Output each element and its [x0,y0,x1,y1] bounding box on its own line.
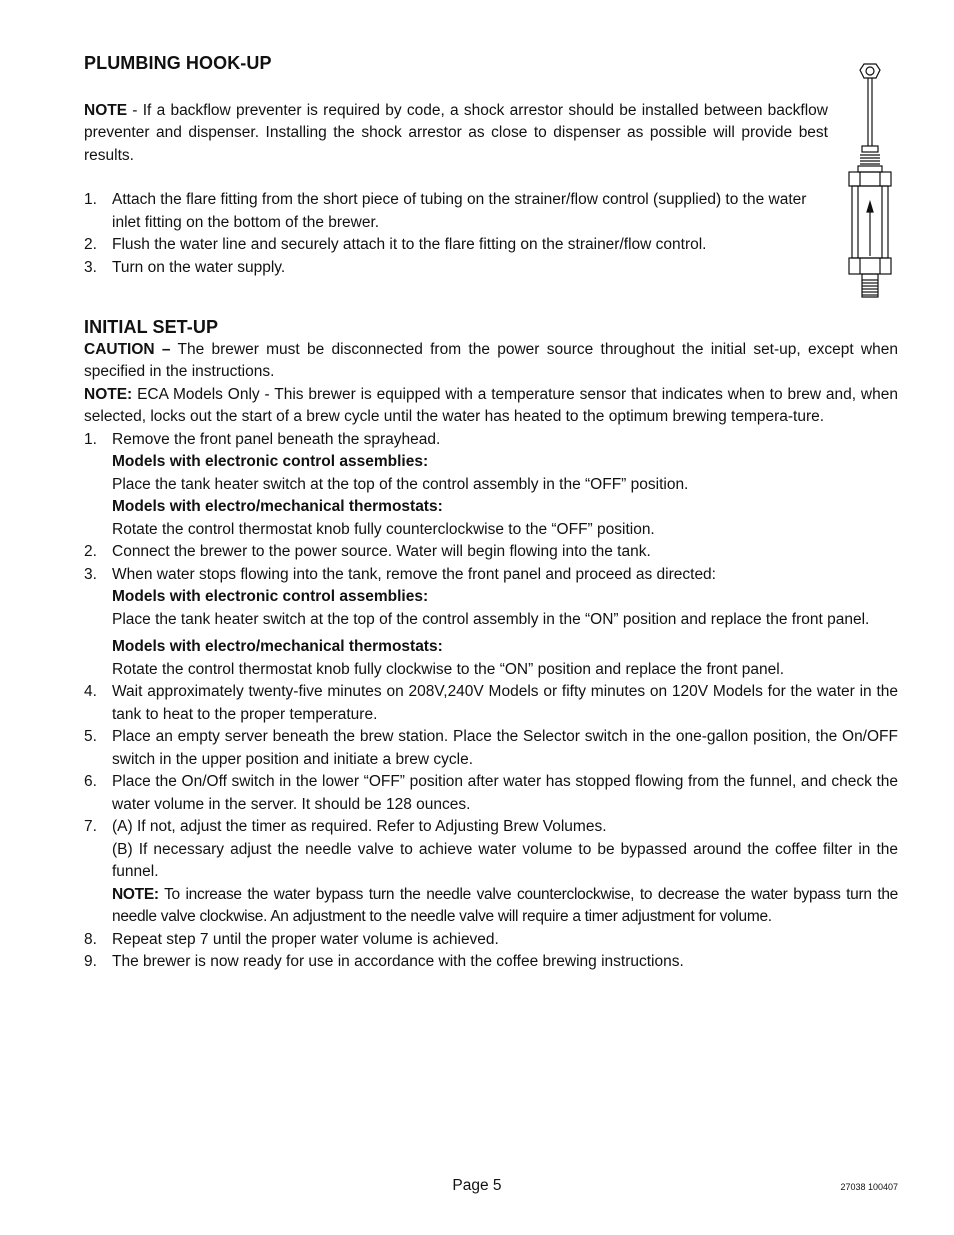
list-item [84,541,898,564]
step-text: Attach the flare fitting from the short piece of tubing on the strainer/flow control (supplied) to the water inlet fitting on the bottom of the brewer. [112,191,807,231]
document-code: 27038 100407 [840,1182,898,1192]
setup-steps [84,429,898,974]
step-text: When water stops flowing into the tank, remove the front panel and proceed as directed: [112,565,716,583]
step-number: 4. [84,683,97,700]
step-text: Remove the front panel beneath the sprayhead. [112,430,441,448]
sub-heading: Models with electro/mechanical thermostats: [112,638,443,655]
plumbing-note [84,100,828,168]
step-text: Turn on the water supply. [112,258,286,276]
note-text: ECA Models Only - This brewer is equipped with a temperature sensor that indicates when to brew and, when selected, locks out the start of a brew cycle until the water has heated to the optimum brewing tempera-ture. [84,385,898,425]
list-item [84,951,898,974]
plumbing-steps [84,189,828,279]
note-label: NOTE: [84,385,133,403]
note-label: NOTE [84,101,128,119]
step-text: (B) If necessary adjust the needle valve to achieve water volume to be bypassed around the coffee filter in the funnel. [112,840,898,880]
step-text: The brewer is now ready for use in accordance with the coffee brewing instructions. [112,953,684,970]
note-text: To increase the water bypass turn the needle valve counterclockwise, to decrease the water bypass turn the needle valve clockwise. An adjustment to the needle valve will require a timer adjustment for volume. [112,885,898,925]
step-number: 2. [84,236,97,253]
step-number: 3. [84,258,97,276]
step-text: Repeat step 7 until the proper water volume is achieved. [112,930,499,948]
step-text: Flush the water line and securely attach it to the flare fitting on the strainer/flow control. [112,236,707,253]
step-number: 3. [84,565,97,583]
list-item [84,771,898,816]
list-item [84,429,898,542]
caution-text: The brewer must be disconnected from the power source throughout the initial set-up, except when specified in the instructions. [84,340,898,380]
step-number: 1. [84,430,97,448]
page-number: Page 5 [452,1177,502,1194]
sub-heading: Models with electro/mechanical thermostats: [112,498,443,515]
list-item [84,234,828,257]
step-text: Place an empty server beneath the brew station. Place the Selector switch in the one-gallon position, the On/OFF switch in the upper position and initiate a brew cycle. [112,728,898,768]
step-number: 2. [84,543,97,560]
step-number: 1. [84,191,97,208]
list-item [84,257,828,280]
step-text: Wait approximately twenty-five minutes on 208V,240V Models or fifty minutes on 120V Models for the water in the tank to heat to the proper temperature. [112,683,898,723]
step-number: 6. [84,773,97,790]
sub-heading: Models with electronic control assemblies: [112,453,429,470]
step-number: 8. [84,930,97,948]
list-item [84,564,898,682]
setup-caution [84,339,898,384]
step-number: 7. [84,818,97,835]
note-label: NOTE: [112,885,159,903]
list-item [84,816,898,929]
list-item [84,189,828,234]
page-content [84,52,898,974]
sub-heading: Models with electronic control assemblies: [112,588,429,605]
sub-text: Rotate the control thermostat knob fully clockwise to the “ON” position and replace the front panel. [112,660,785,678]
setup-heading: INITIAL SET-UP [84,317,219,337]
sub-text: Place the tank heater switch at the top of the control assembly in the “ON” position and replace the front panel. [112,610,870,628]
step-text: (A) If not, adjust the timer as required. Refer to Adjusting Brew Volumes. [112,818,607,835]
step-text: Connect the brewer to the power source. Water will begin flowing into the tank. [112,543,651,560]
step-text: Place the On/Off switch in the lower “OFF” position after water has stopped flowing from the funnel, and check the water volume in the server. It should be 128 ounces. [112,773,898,813]
list-item [84,726,898,771]
sub-text: Rotate the control thermostat knob fully counterclockwise to the “OFF” position. [112,520,655,538]
sub-text: Place the tank heater switch at the top of the control assembly in the “OFF” position. [112,475,689,493]
step-number: 9. [84,953,97,970]
step-note [112,884,898,929]
plumbing-heading: PLUMBING HOOK-UP [84,53,272,73]
setup-note [84,384,898,429]
list-item [84,929,898,952]
caution-label: CAUTION – [84,340,171,358]
list-item [84,681,898,726]
step-number: 5. [84,728,97,745]
note-text: - If a backflow preventer is required by code, a shock arrestor should be installed between backflow preventer and dispenser. Installing the shock arrestor as close to dispenser as possible will provide best results. [84,101,828,164]
